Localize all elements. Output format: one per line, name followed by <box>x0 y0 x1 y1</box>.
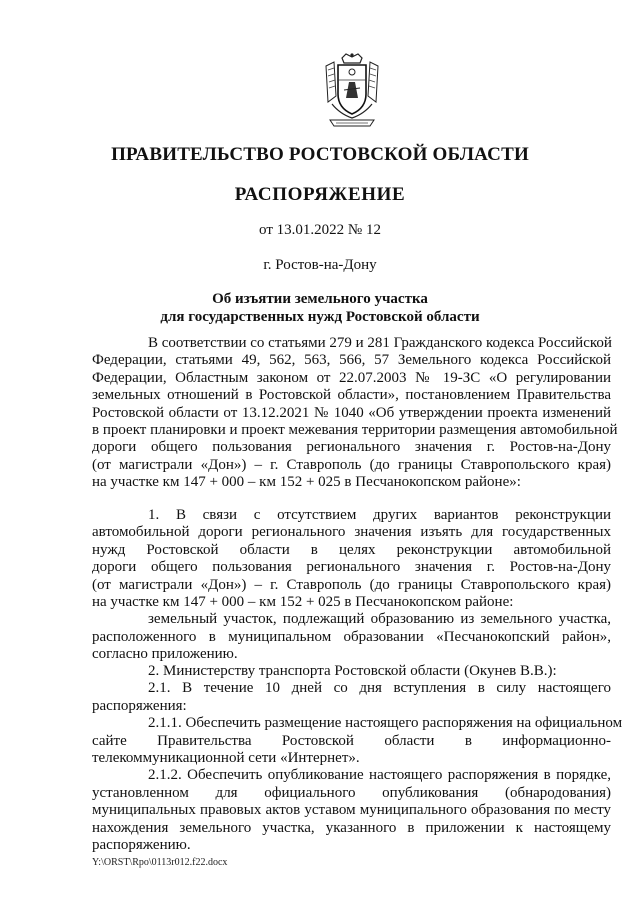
text-line: в проект планировки и проект межевания территории размещения автомобильной <box>92 422 618 439</box>
text-line: распоряжения: <box>92 697 187 714</box>
document-subject <box>0 290 640 326</box>
text-line: на участке км 147 + 000 – км 152 + 025 в Песчанокопском районе»: <box>92 474 521 491</box>
text-line: распоряжению. <box>92 837 191 854</box>
text-line: на участке км 147 + 000 – км 152 + 025 в Песчанокопском районе: <box>92 594 514 611</box>
document-city: г. Ростов-на-Дону <box>263 257 377 273</box>
text-line: (от магистрали «Дон») – г. Ставрополь (до границы Ставропольского края) <box>92 456 611 473</box>
text-line: В соответствии со статьями 279 и 281 Гражданского кодекса Российской <box>148 335 612 351</box>
text-line: муниципальных правовых актов уставом муниципального образования по месту <box>92 802 611 819</box>
organization-title: ПРАВИТЕЛЬСТВО РОСТОВСКОЙ ОБЛАСТИ <box>111 144 529 165</box>
document-type: РАСПОРЯЖЕНИЕ <box>234 184 406 205</box>
text-line: (от магистрали «Дон») – г. Ставрополь (до границы Ставропольского края) <box>92 576 611 593</box>
text-line: телекоммуникационной сети «Интернет». <box>92 750 360 767</box>
text-line: Федерации, статьями 49, 562, 563, 566, 57 Земельного кодекса Российской <box>92 352 611 369</box>
text-line: 1. В связи с отсутствием других вариантов реконструкции <box>148 507 611 523</box>
text-line: расположенного в муниципальном образовании «Песчанокопский район», <box>92 628 611 645</box>
subject-line: для государственных нужд Ростовской области <box>160 309 480 325</box>
item-2-paragraph <box>92 663 623 854</box>
text-line: 2.1. В течение 10 дней со дня вступления в силу настоящего <box>148 680 611 697</box>
item-1-paragraph <box>92 507 611 664</box>
text-line: дороги общего пользования регионального значения г. Ростов-на-Дону <box>92 559 611 576</box>
file-path-footer: Y:\ORST\Rpo\0113r012.f22.docx <box>92 857 228 868</box>
text-line: нужд Ростовской области в целях реконструкции автомобильной <box>92 541 611 558</box>
text-line: дороги общего пользования регионального значения г. Ростов-на-Дону <box>92 439 611 456</box>
document-date-number: от 13.01.2022 № 12 <box>259 222 381 238</box>
text-line: 2. Министерству транспорта Ростовской области (Окунев В.В.): <box>148 663 557 679</box>
text-line: установленном для официального опубликования (обнародования) <box>92 784 611 801</box>
text-line: Ростовской области от 13.12.2021 № 1040 «Об утверждении проекта изменений <box>92 404 611 421</box>
text-line: автомобильной дороги регионального значения изъять для государственных <box>92 524 611 541</box>
text-line: согласно приложению. <box>92 646 238 663</box>
text-line: нахождения земельного участка, указанного в приложении к настоящему <box>92 819 611 836</box>
text-line: земельный участок, подлежащий образованию из земельного участка, <box>148 611 611 628</box>
preamble-paragraph <box>92 335 618 492</box>
subject-line: Об изъятии земельного участка <box>212 291 428 307</box>
text-line: Федерации, Областным законом от 22.07.2003 № 19-ЗС «О регулировании <box>92 369 611 386</box>
text-line: 2.1.1. Обеспечить размещение настоящего распоряжения на официальном <box>148 715 623 732</box>
text-line: 2.1.2. Обеспечить опубликование настоящего распоряжения в порядке, <box>148 767 611 784</box>
text-line: земельных отношений в Ростовской области», постановлением Правительства <box>92 387 611 404</box>
coat-of-arms-emblem <box>320 52 384 130</box>
text-line: сайте Правительства Ростовской области в информационно- <box>92 732 611 749</box>
